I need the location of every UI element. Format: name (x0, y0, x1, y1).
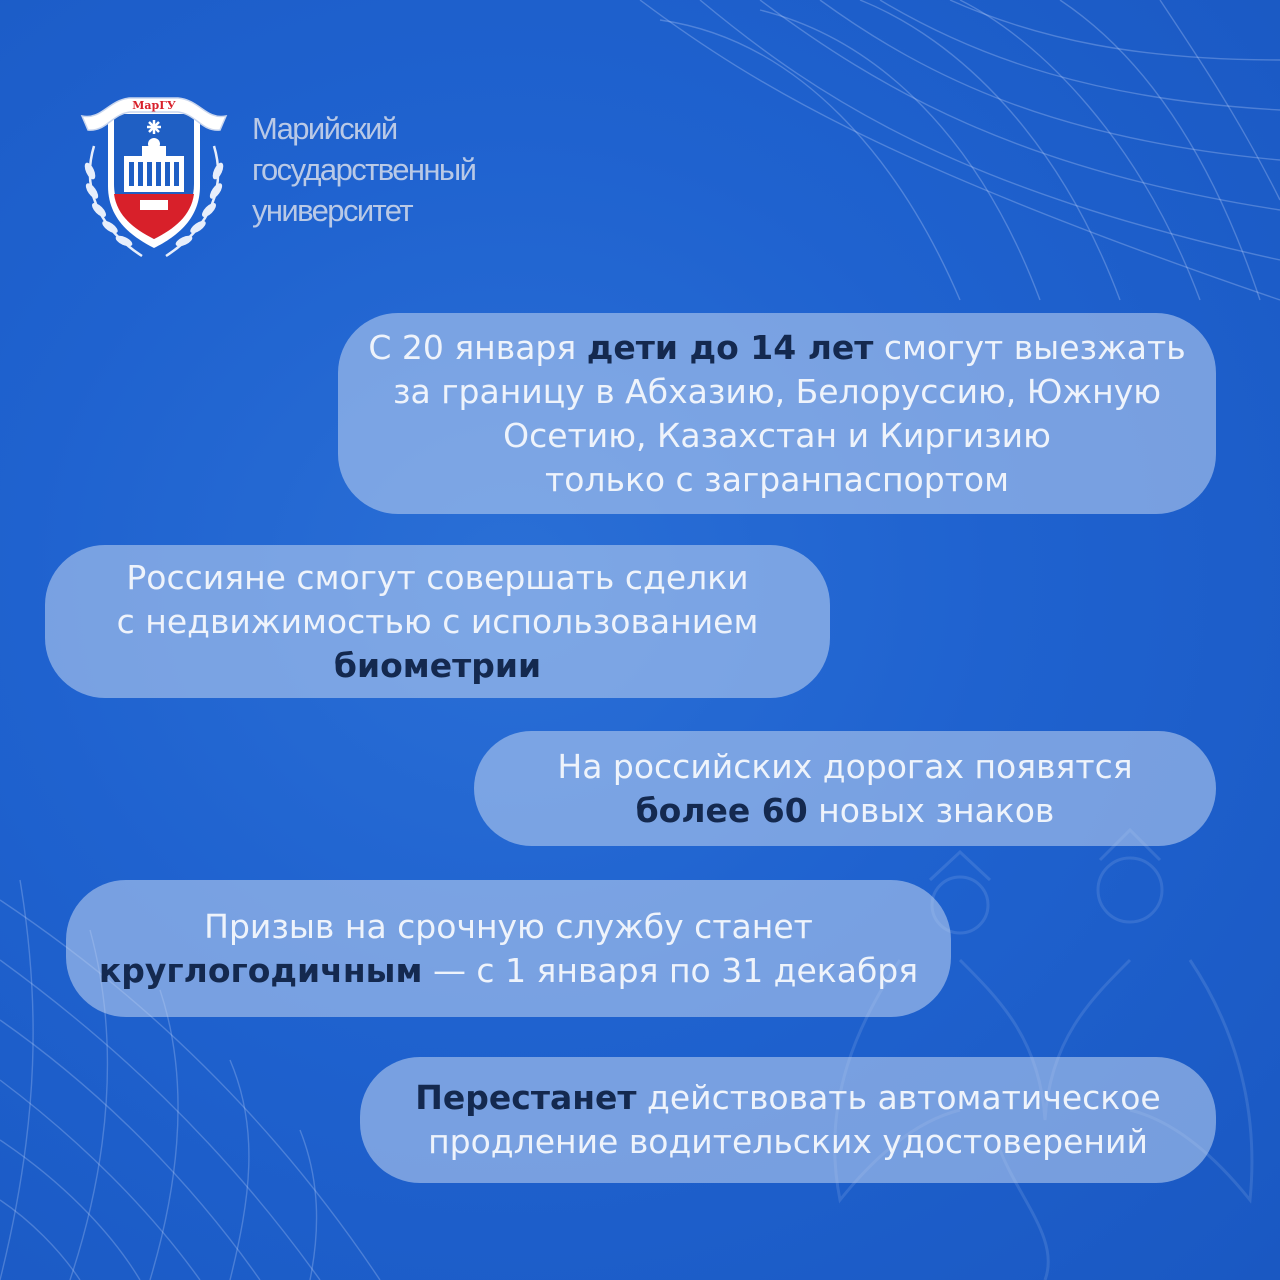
highlighted-text: круглогодичным (98, 950, 423, 990)
card-text-line (126, 556, 748, 600)
logo-text: МарГУ (132, 99, 176, 112)
card-text: новых знаков (807, 790, 1055, 830)
news-card-passport (338, 313, 1216, 514)
news-card-biometrics (45, 545, 830, 698)
university-name-line-1: Марийский (252, 111, 397, 146)
card-text: только с загранпаспортом (544, 459, 1009, 499)
card-text: с недвижимостью с использованием (116, 601, 759, 641)
card-text-line (334, 644, 541, 688)
card-text-line (368, 326, 1185, 370)
card-text: Призыв на срочную службу станет (204, 906, 813, 946)
card-text: — с 1 января по 31 декабря (422, 950, 919, 990)
news-card-road-signs (474, 731, 1216, 846)
highlighted-text: дети до 14 лет (586, 327, 874, 367)
card-text: Осетию, Казахстан и Киргизию (503, 415, 1051, 455)
university-name-line-2: государственный (252, 152, 476, 187)
card-text: Россияне смогут совершать сделки (126, 557, 749, 597)
card-text: продление водительских удостоверений (428, 1122, 1148, 1161)
card-text: На российских дорогах появятся (557, 746, 1133, 786)
card-text-line (636, 789, 1055, 833)
card-text-line (557, 745, 1132, 789)
card-text-line (545, 458, 1009, 502)
card-text: С 20 января (368, 327, 587, 367)
university-name-line-3: университет (252, 193, 413, 228)
news-card-conscription (66, 880, 951, 1017)
news-card-driving-license (360, 1057, 1216, 1183)
university-name (252, 108, 475, 231)
card-text-line (204, 905, 813, 949)
card-text: смогут выезжать (873, 327, 1186, 367)
card-text-line (393, 370, 1161, 414)
card-text: за границу в Абхазию, Белоруссию, Южную (392, 371, 1162, 411)
university-emblem-icon (72, 76, 236, 266)
highlighted-text: биометрии (333, 645, 542, 685)
card-text-line (503, 414, 1051, 458)
card-text: действовать автоматическое (636, 1078, 1161, 1117)
card-text-line (99, 949, 918, 993)
highlighted-text: более 60 (635, 790, 808, 830)
card-text-line (415, 1076, 1160, 1120)
card-text-line (428, 1120, 1148, 1164)
card-text-line (117, 600, 759, 644)
highlighted-text: Перестанет (415, 1078, 637, 1117)
